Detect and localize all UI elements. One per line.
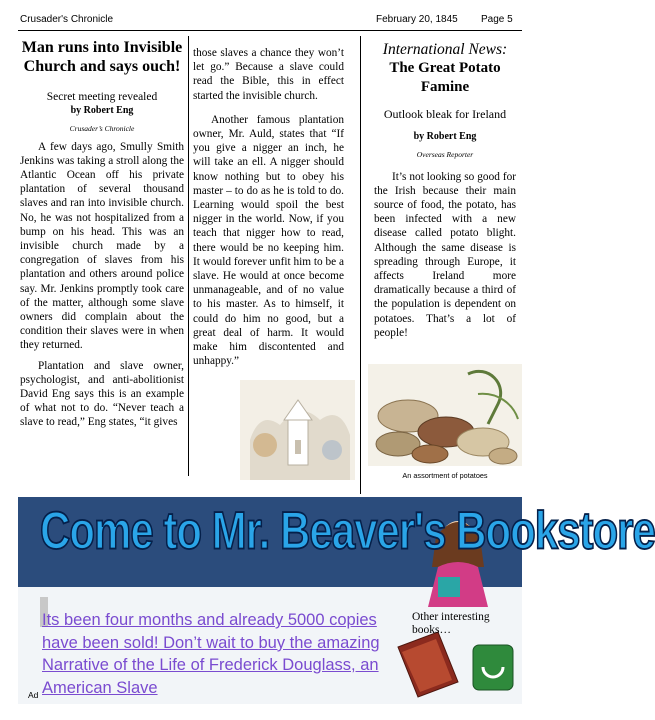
potato-article-column [368, 40, 522, 340]
church-paragraph-3: those slaves a chance they won’t let go.” Because a slave could read the Bible, this in effect started the invisible church. [193, 47, 344, 102]
church-article-column-2 [193, 46, 344, 368]
church-article-column-1 [20, 38, 184, 430]
church-kicker: Secret meeting revealed [46, 91, 158, 103]
publication-name: Crusader's Chronicle [20, 14, 114, 25]
church-byline-role: Crusader’s Chronicle [69, 124, 135, 134]
potato-headline: The Great Potato Famine [389, 60, 501, 95]
column-divider-left [188, 36, 189, 476]
potato-section-label: International News: [382, 41, 508, 58]
page-number: Page 5 [481, 14, 513, 25]
column-divider-right [360, 36, 361, 494]
church-byline: by Robert Eng [70, 105, 134, 117]
invisible-church-image [240, 380, 355, 480]
potato-kicker: Outlook bleak for Ireland [383, 107, 507, 121]
church-paragraph-4: Another famous plantation owner, Mr. Auld, states that “If you give a nigger an inch, he will take an ell. A nigger should know nothing but to obey his master – to do as he is told to do. Learning would spoil the best nigger in the world. Now, if you teach that nigger how to read, there would be no keeping him. It would forever unfit him to be a slave. He would at once become unmanageable, and of no value to his master. As to himself, it could do him no good, but a great deal of harm. It would make him discontented and unhappy.” [193, 113, 344, 368]
ad-label: Ad [28, 690, 39, 700]
church-headline: Man runs into Invisible Church and says ouch! [21, 39, 183, 75]
potato-byline: by Robert Eng [413, 131, 477, 143]
potato-byline-role: Overseas Reporter [416, 150, 474, 160]
ad-other-books-note: Other interesting books… [412, 611, 490, 636]
ad-body-link[interactable]: Its been four months and already 5000 copies have been sold! Don’t wait to buy the amazing Narrative of the Life of Frederick Douglass, an American Slave [42, 611, 380, 697]
church-paragraph-2: Plantation and slave owner, psychologist, and anti-abolitionist David Eng says this is an example of what not to do. “Never teach a slave to read,” Eng states, “it gives [20, 359, 184, 429]
potatoes-image [368, 364, 522, 466]
header-rule [18, 30, 522, 31]
bookstore-ad[interactable] [18, 497, 655, 704]
issue-date: February 20, 1845 [376, 14, 458, 25]
potato-paragraph: It’s not looking so good for the Irish because their main source of food, the potato, has been infected with a new disease called potato blight. Although the same disease is spreading through Europe, it affects Ireland more dramatically because a third of the population is dependent on potatoes. That’s a lot of people! [374, 170, 516, 339]
ad-title: Come to Mr. Beaver's Bookstore [40, 501, 655, 560]
potato-caption: An assortment of potatoes [402, 471, 488, 480]
church-paragraph-1: A few days ago, Smully Smith Jenkins was taking a stroll along the Atlantic Ocean off his private plantation of several thousand slaves and ran into invisible church. No, he was not hospitalized from a bump on his head. This was an invisible church made by a congregation of slaves from his plantation and others around police say. Mr. Jenkins promptly took care of the matter, although some slave owners did complain about the condition their slaves were in when they returned. [20, 140, 184, 352]
